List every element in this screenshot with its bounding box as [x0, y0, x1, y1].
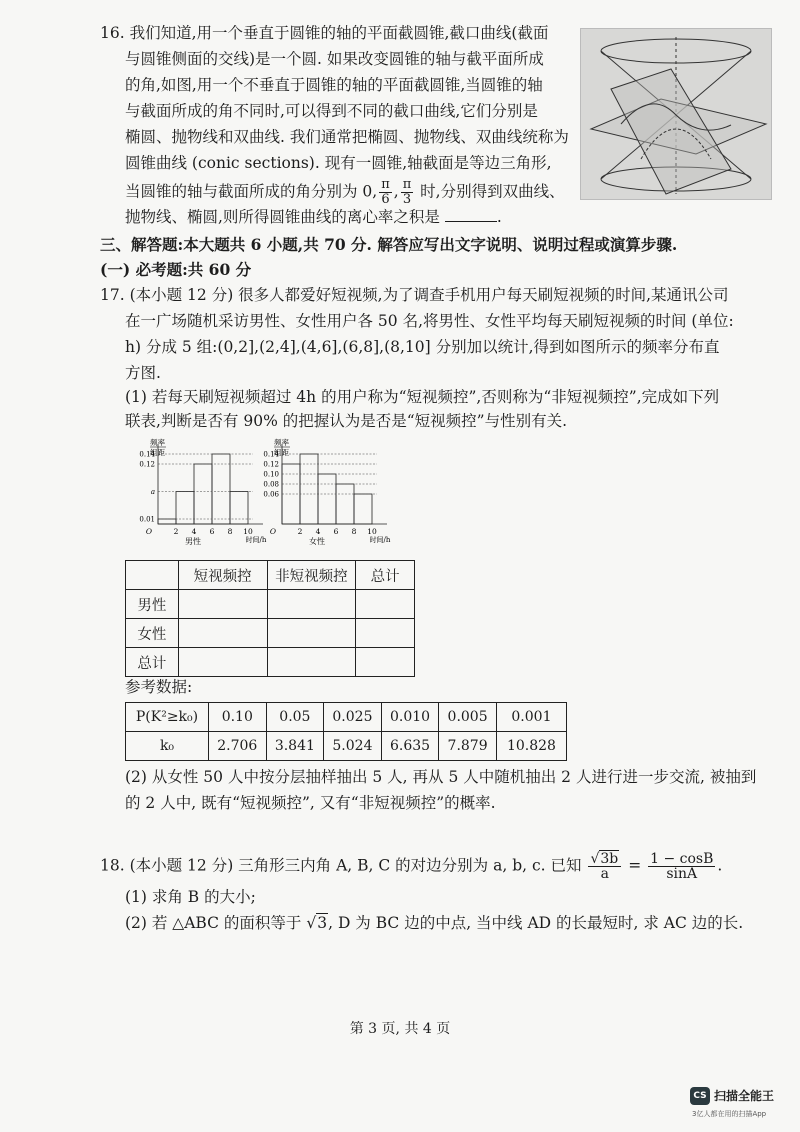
female-ytick-1: 0.12	[263, 460, 279, 469]
male-ytick-1: 0.12	[139, 460, 155, 469]
male-ytick-0: 0.14	[139, 450, 155, 459]
page-number: 第 3 页, 共 4 页	[349, 1021, 451, 1037]
reference-k-value: 7.879	[439, 732, 497, 761]
male-bar-3	[212, 454, 230, 524]
female-ytick-3: 0.08	[263, 480, 279, 489]
watermark-tagline: 3亿人都在用的扫描App	[692, 1110, 767, 1118]
reference-p-value: 0.025	[324, 703, 382, 732]
reference-p-value: 0.010	[381, 703, 439, 732]
reference-table	[125, 702, 567, 761]
reference-p-value: 0.005	[439, 703, 497, 732]
fraction-pi-6: $\frac{\pi}{6}$	[381, 177, 390, 207]
reference-k-value: 2.706	[209, 732, 267, 761]
male-title: 男性	[185, 537, 201, 546]
q16-line-7: 当圆锥的轴与截面所成的角分别为 0, $\frac{\pi}{6}$ , $\frac{\pi}{3}$ 时,分别得到双曲线、	[125, 177, 565, 207]
reference-row-p-label: P(K²≥k₀)	[126, 703, 209, 732]
cone-section-figure	[580, 28, 772, 200]
male-bar-0	[158, 519, 176, 524]
female-ytick-0: 0.14	[263, 450, 279, 459]
male-xtick-1: 2	[173, 527, 179, 536]
q16-line-8: 抛物线、椭圆,则所得圆锥曲线的离心率之积是 .	[125, 208, 502, 226]
camscanner-logo: CS	[690, 1087, 710, 1105]
reference-p-value: 0.10	[209, 703, 267, 732]
q17-part2-line-1: (2) 从女性 50 人中按分层抽样抽出 5 人, 再从 5 人中随机抽出 2 人进行进一步交流, 被抽到	[125, 768, 757, 786]
cell	[267, 648, 356, 677]
contingency-row-female	[126, 619, 415, 648]
fraction-sqrt3b-over-a: $\frac{√3b}{a}$	[588, 852, 621, 881]
contingency-row-male	[126, 590, 415, 619]
male-xtick-2: 4	[191, 527, 197, 536]
female-ylabel-bottom: 组距	[274, 448, 289, 457]
female-bar-3	[336, 484, 354, 524]
female-ytick-4: 0.06	[263, 490, 279, 499]
q16-line-3: 的角,如图,用一个不垂直于圆锥的轴的平面截圆锥,当圆锥的轴	[125, 76, 543, 94]
q17-part2-line-2: 的 2 人中, 既有“短视频控”, 又有“非短视频控”的概率.	[125, 794, 496, 812]
fraction-pi-3: $\frac{\pi}{3}$	[402, 177, 412, 207]
q17-line-6: 联表,判断是否有 90% 的把握认为是否是“短视频控”与性别有关.	[125, 412, 568, 430]
row-label-total: 总计	[126, 648, 179, 677]
female-ytick-2: 0.10	[263, 470, 279, 479]
q16-line-5: 椭圆、抛物线和双曲线. 我们通常把椭圆、抛物线、双曲线统称为	[125, 128, 569, 146]
cell	[178, 590, 267, 619]
female-xlabel: 时间/h	[369, 536, 391, 544]
male-xtick-3: 6	[209, 527, 215, 536]
female-bar-1	[300, 454, 318, 524]
cell	[178, 648, 267, 677]
male-xtick-0: O	[145, 527, 153, 536]
female-xtick-0: O	[269, 527, 277, 536]
cell	[267, 590, 356, 619]
section-3-heading: 三、解答题:本大题共 6 小题,共 70 分. 解答应写出文字说明、说明过程或演算步骤.	[100, 235, 678, 254]
contingency-table	[125, 560, 415, 677]
reference-k-value: 3.841	[266, 732, 324, 761]
q17-line-1: 17. (本小题 12 分) 很多人都爱好短视频,为了调查手机用户每天刷短视频的时间,某通讯公司	[100, 286, 729, 304]
female-xtick-5: 10	[367, 527, 377, 536]
q16-line-2: 与圆锥侧面的交线)是一个圆. 如果改变圆锥的轴与截平面所成	[125, 50, 544, 68]
reference-k-value: 6.635	[381, 732, 439, 761]
cell	[356, 619, 415, 648]
contingency-header-total: 总计	[356, 561, 415, 590]
q18-part2: (2) 若 △ABC 的面积等于 √3, D 为 BC 边的中点, 当中线 AD 的长最短时, 求 AC 边的长.	[125, 914, 744, 932]
contingency-header-row	[126, 561, 415, 590]
female-xtick-4: 8	[351, 527, 357, 536]
female-xtick-2: 4	[315, 527, 321, 536]
reference-k-value: 10.828	[496, 732, 566, 761]
reference-p-value: 0.001	[496, 703, 566, 732]
q18-line-1: 18. (本小题 12 分) 三角形三内角 A, B, C 的对边分别为 a, b, c. 已知 $\frac{√3b}{a}$ = $\frac{1 - \cos B}{\sin A}$ .	[100, 851, 723, 882]
row-label-male: 男性	[126, 590, 179, 619]
reference-row-k-label: k₀	[126, 732, 209, 761]
q16-line-1: 16. 我们知道,用一个垂直于圆锥的轴的平面截圆锥,截口曲线(截面	[100, 24, 549, 42]
female-xtick-3: 6	[333, 527, 339, 536]
reference-data-label: 参考数据:	[125, 678, 193, 696]
female-bar-4	[354, 494, 372, 524]
q16-line-6: 圆锥曲线 (conic sections). 现有一圆锥,轴截面是等边三角形,	[125, 154, 552, 172]
q16-line-4: 与截面所成的角不同时,可以得到不同的截口曲线,它们分别是	[125, 102, 538, 120]
contingency-header-blank	[126, 561, 179, 590]
histogram-female	[252, 436, 391, 552]
cell	[267, 619, 356, 648]
q17-line-3: h) 分成 5 组:(0,2],(2,4],(4,6],(6,8],(8,10] 分别加以统计,得到如图所示的频率分布直	[125, 338, 720, 356]
male-xlabel: 时间/h	[245, 536, 267, 544]
answer-blank	[445, 207, 497, 222]
female-bar-2	[318, 474, 336, 524]
male-ylabel-top: 频率	[150, 438, 165, 447]
male-ylabel-bottom: 组距	[150, 448, 165, 457]
reference-row-k	[126, 732, 567, 761]
q17-line-5: (1) 若每天刷短视频超过 4h 的用户称为“短视频控”,否则称为“非短视频控”,完成如下列	[125, 388, 720, 406]
male-bar-2	[194, 464, 212, 524]
cell	[356, 590, 415, 619]
male-ytick-3: 0.01	[139, 515, 155, 524]
cell	[356, 648, 415, 677]
watermark-name: 扫描全能王	[714, 1089, 775, 1103]
histogram-male	[128, 436, 267, 552]
female-title: 女性	[309, 537, 325, 546]
male-xtick-5: 10	[243, 527, 253, 536]
scanner-watermark	[690, 1085, 795, 1125]
fraction-cosb-over-sina: $\frac{1 - \cos B}{\sin A}$	[650, 851, 714, 882]
q17-line-2: 在一广场随机采访男性、女性用户各 50 名,将男性、女性平均每天刷短视频的时间 (单位:	[125, 312, 734, 330]
contingency-header-short-video: 短视频控	[178, 561, 267, 590]
contingency-header-non-short-video: 非短视频控	[267, 561, 356, 590]
q17-line-4: 方图.	[125, 364, 161, 382]
q18-part1: (1) 求角 B 的大小;	[125, 888, 256, 906]
cell	[178, 619, 267, 648]
reference-row-p	[126, 703, 567, 732]
female-xtick-1: 2	[297, 527, 303, 536]
contingency-row-total	[126, 648, 415, 677]
reference-k-value: 5.024	[324, 732, 382, 761]
male-ytick-2: a	[150, 488, 155, 496]
section-3-subheading: (一) 必考题:共 60 分	[100, 260, 252, 279]
female-ylabel-top: 频率	[274, 438, 289, 447]
row-label-female: 女性	[126, 619, 179, 648]
reference-p-value: 0.05	[266, 703, 324, 732]
male-xtick-4: 8	[227, 527, 233, 536]
